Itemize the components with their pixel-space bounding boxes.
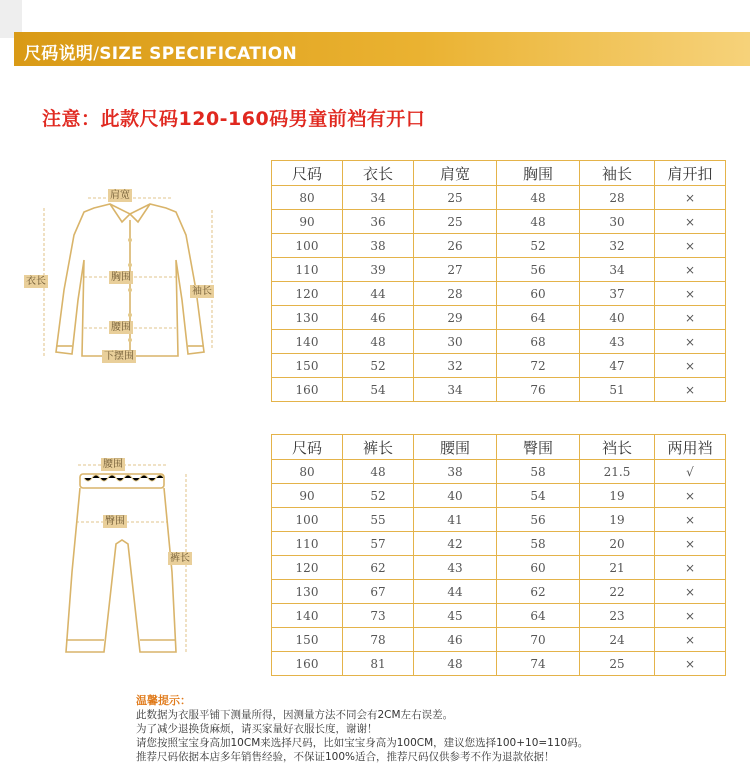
table-row (272, 532, 726, 556)
table-cell: 64 (497, 306, 580, 330)
table-row (272, 378, 726, 402)
table-cell: 52 (497, 234, 580, 258)
table-cell: 47 (580, 354, 655, 378)
table-cell: 43 (414, 556, 497, 580)
table-row (272, 460, 726, 484)
table-cell: 72 (497, 354, 580, 378)
table-cell: 48 (343, 460, 414, 484)
table-cell: 150 (272, 628, 343, 652)
table-row (272, 186, 726, 210)
table-cell: 67 (343, 580, 414, 604)
table-cell: 70 (497, 628, 580, 652)
header-cell: 胸围 (497, 161, 580, 186)
table-cell: 68 (497, 330, 580, 354)
table-cell: 40 (414, 484, 497, 508)
table-cell: 29 (414, 306, 497, 330)
table-cell: 42 (414, 532, 497, 556)
table-cell: 38 (343, 234, 414, 258)
table-cell: × (655, 580, 726, 604)
header-cell: 尺码 (272, 161, 343, 186)
table-cell: 21 (580, 556, 655, 580)
tips-line: 推荐尺码依据本店多年销售经验，不保证100%适合，推荐尺码仅供参考不作为退款依据！ (136, 751, 555, 763)
table-cell: 100 (272, 508, 343, 532)
table-cell: 20 (580, 532, 655, 556)
table-cell: × (655, 484, 726, 508)
table-cell: 51 (580, 378, 655, 402)
table-cell: 60 (497, 556, 580, 580)
table-cell: 140 (272, 330, 343, 354)
table-row (272, 580, 726, 604)
table-cell: 150 (272, 354, 343, 378)
shirt-diagram (22, 180, 222, 370)
table-cell: × (655, 186, 726, 210)
table-row (272, 652, 726, 676)
table-cell: × (655, 306, 726, 330)
table-cell: × (655, 556, 726, 580)
table-row (272, 556, 726, 580)
header-cell: 衣长 (343, 161, 414, 186)
table-cell: 110 (272, 258, 343, 282)
table-cell: × (655, 354, 726, 378)
table-cell: 58 (497, 532, 580, 556)
pants-label-waist: 腰围 (103, 459, 123, 470)
table-cell: 25 (414, 186, 497, 210)
shirt-label-sleeve: 袖长 (192, 286, 212, 297)
table-cell: 90 (272, 484, 343, 508)
table-cell: 80 (272, 186, 343, 210)
table-cell: 32 (414, 354, 497, 378)
table-cell: × (655, 210, 726, 234)
check-mark-cell: √ (655, 460, 726, 484)
table-cell: 48 (343, 330, 414, 354)
table-cell: 81 (343, 652, 414, 676)
table-cell: 40 (580, 306, 655, 330)
pants-label-hip: 臀围 (105, 516, 125, 527)
table-cell: × (655, 532, 726, 556)
table-cell: 64 (497, 604, 580, 628)
table-cell: × (655, 508, 726, 532)
table-cell: 48 (497, 186, 580, 210)
table-cell: 19 (580, 508, 655, 532)
pants-size-table (271, 434, 726, 676)
table-cell: 39 (343, 258, 414, 282)
tips-line: 请您按照宝宝身高加10CM来选择尺码，比如宝宝身高为100CM，建议您选择100+10=110码。 (136, 737, 589, 749)
table-cell: 54 (343, 378, 414, 402)
header-cell: 肩开扣 (655, 161, 726, 186)
table-cell: 46 (414, 628, 497, 652)
table-row (272, 210, 726, 234)
section-title-separator: / (93, 44, 100, 64)
table-cell: × (655, 258, 726, 282)
table-cell: 160 (272, 652, 343, 676)
table-row (272, 258, 726, 282)
table-cell: 73 (343, 604, 414, 628)
table-row (272, 354, 726, 378)
table-cell: 32 (580, 234, 655, 258)
header-cell: 肩宽 (414, 161, 497, 186)
notice-text: 注意：此款尺码120-160码男童前裆有开口 (42, 108, 426, 130)
table-row (272, 330, 726, 354)
table-cell: 54 (497, 484, 580, 508)
header-cell: 两用裆 (655, 435, 726, 460)
tips-title: 温馨提示： (136, 694, 191, 707)
table-cell: 74 (497, 652, 580, 676)
table-cell: 57 (343, 532, 414, 556)
table-cell: × (655, 604, 726, 628)
table-cell: 48 (414, 652, 497, 676)
table-cell: 56 (497, 508, 580, 532)
table-cell: 27 (414, 258, 497, 282)
shirt-label-length: 衣长 (26, 276, 46, 287)
shirt-label-chest: 胸围 (111, 272, 131, 283)
table-cell: 120 (272, 282, 343, 306)
table-cell: 58 (497, 460, 580, 484)
table-cell: 110 (272, 532, 343, 556)
table-cell: 25 (414, 210, 497, 234)
header-cell: 裤长 (343, 435, 414, 460)
table-cell: 160 (272, 378, 343, 402)
table-cell: 90 (272, 210, 343, 234)
shirt-label-waist: 腰围 (111, 322, 131, 333)
table-cell: × (655, 234, 726, 258)
section-title-cn: 尺码说明 (24, 44, 94, 64)
table-cell: 55 (343, 508, 414, 532)
table-cell: 45 (414, 604, 497, 628)
table-cell: × (655, 282, 726, 306)
pants-diagram (58, 452, 218, 662)
shirt-label-shoulder: 肩宽 (110, 190, 130, 201)
table-cell: 30 (414, 330, 497, 354)
tips-line: 此数据为衣服平铺下测量所得，因测量方法不同会有2CM左右误差。 (136, 709, 454, 721)
table-cell: 37 (580, 282, 655, 306)
table-cell: 21.5 (580, 460, 655, 484)
table-row (272, 484, 726, 508)
table-cell: 76 (497, 378, 580, 402)
table-cell: 41 (414, 508, 497, 532)
table-cell: 56 (497, 258, 580, 282)
table-cell: 46 (343, 306, 414, 330)
table-cell: 38 (414, 460, 497, 484)
table-cell: 34 (580, 258, 655, 282)
header-cell: 裆长 (580, 435, 655, 460)
table-cell: 44 (343, 282, 414, 306)
shirt-label-hem: 下摆围 (104, 351, 134, 362)
table-row (272, 604, 726, 628)
table-cell: 34 (343, 186, 414, 210)
tips-line: 为了减少退换货麻烦，请买家量好衣服长度，谢谢！ (136, 723, 378, 735)
pants-diagram-icon (58, 452, 218, 662)
table-cell: 28 (580, 186, 655, 210)
table-cell: 25 (580, 652, 655, 676)
table-cell: × (655, 652, 726, 676)
table-row (272, 306, 726, 330)
tips-panel (136, 694, 736, 765)
table-cell: 80 (272, 460, 343, 484)
table-cell: 78 (343, 628, 414, 652)
header-cell: 尺码 (272, 435, 343, 460)
table-cell: × (655, 330, 726, 354)
shirt-size-table (271, 160, 726, 402)
table-cell: 22 (580, 580, 655, 604)
table-cell: 52 (343, 484, 414, 508)
table-row (272, 234, 726, 258)
table-cell: 28 (414, 282, 497, 306)
table-cell: 30 (580, 210, 655, 234)
header-cell: 袖长 (580, 161, 655, 186)
table-cell: 19 (580, 484, 655, 508)
table-cell: × (655, 628, 726, 652)
table-cell: 34 (414, 378, 497, 402)
table-header-row (272, 161, 726, 186)
table-cell: 62 (343, 556, 414, 580)
table-row (272, 628, 726, 652)
table-cell: 43 (580, 330, 655, 354)
section-title-en: SIZE SPECIFICATION (99, 44, 298, 64)
table-cell: 52 (343, 354, 414, 378)
header-cell: 腰围 (414, 435, 497, 460)
table-row (272, 508, 726, 532)
table-cell: 44 (414, 580, 497, 604)
table-cell: 36 (343, 210, 414, 234)
table-cell: 48 (497, 210, 580, 234)
table-cell: 26 (414, 234, 497, 258)
pants-label-length: 裤长 (170, 553, 190, 564)
table-cell: 24 (580, 628, 655, 652)
table-cell: 140 (272, 604, 343, 628)
table-cell: 130 (272, 306, 343, 330)
table-row (272, 282, 726, 306)
header-cell: 臀围 (497, 435, 580, 460)
section-title (24, 39, 297, 64)
table-cell: 100 (272, 234, 343, 258)
table-cell: 23 (580, 604, 655, 628)
table-cell: 60 (497, 282, 580, 306)
table-cell: 62 (497, 580, 580, 604)
table-cell: 130 (272, 580, 343, 604)
table-header-row (272, 435, 726, 460)
table-cell: × (655, 378, 726, 402)
table-cell: 120 (272, 556, 343, 580)
